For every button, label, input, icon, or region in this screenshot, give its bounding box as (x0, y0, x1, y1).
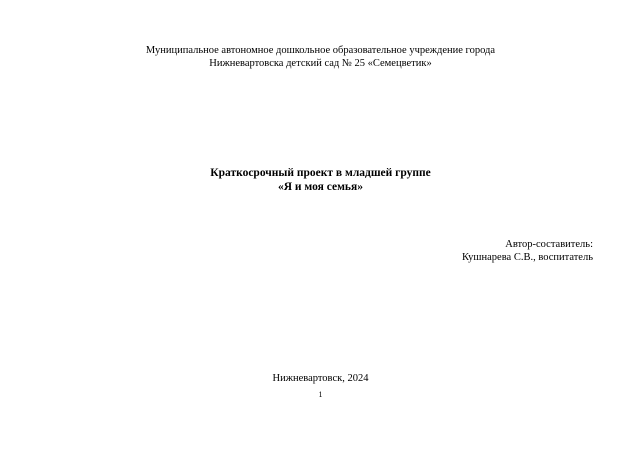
city-year: Нижневартовск, 2024 (272, 373, 369, 384)
author-name: Кушнарева С.В., воспитатель (461, 252, 593, 263)
institution-header (0, 44, 641, 70)
project-title (0, 166, 641, 194)
project-title-line-2: «Я и моя семья» (278, 181, 363, 193)
author-label: Автор-составитель: (505, 239, 593, 250)
institution-header-line-1: Муниципальное автономное дошкольное образовательное учреждение города (145, 45, 496, 56)
project-title-line-1: Краткосрочный проект в младшей группе (210, 167, 431, 179)
institution-header-line-2: Нижневартовска детский сад № 25 «Семецветик» (209, 58, 432, 69)
author-block (293, 238, 593, 264)
page-number: 1 (318, 390, 323, 399)
